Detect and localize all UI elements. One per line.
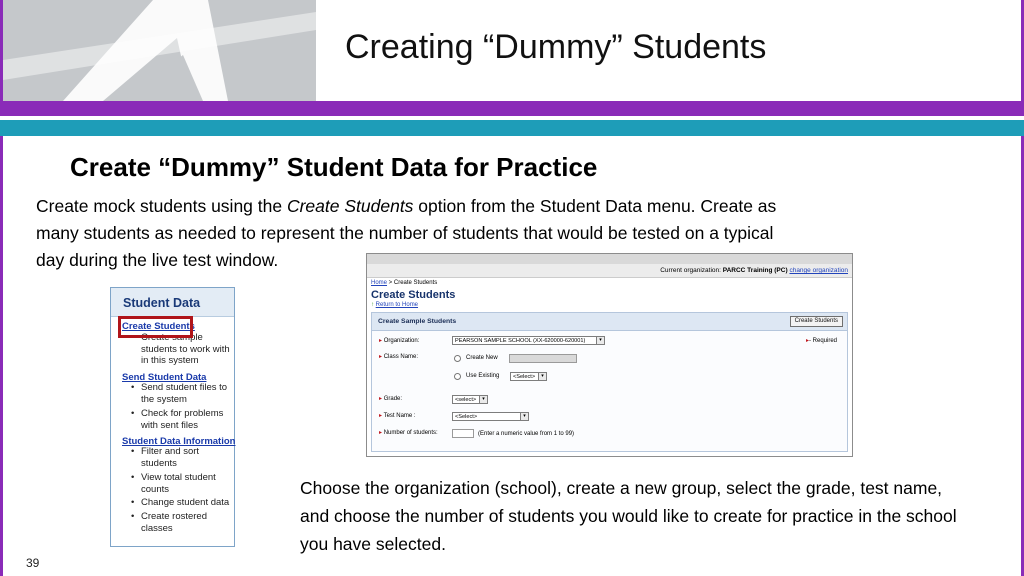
slide-subtitle: Create “Dummy” Student Data for Practice xyxy=(70,152,598,182)
class-name-label xyxy=(379,353,418,360)
number-of-students-hint: (Enter a numeric value from 1 to 99) xyxy=(478,431,575,437)
logo-panel xyxy=(3,0,316,101)
test-name-label-text: Test Name : xyxy=(383,413,416,419)
existing-class-select-value: <Select> xyxy=(513,374,536,380)
intro-text: Create mock students using the xyxy=(36,196,287,216)
create-students-button[interactable]: Create Students xyxy=(790,316,843,327)
organization-label xyxy=(379,337,419,344)
menu-link-student-data-information[interactable]: Student Data Information xyxy=(122,436,236,447)
breadcrumb-current: Create Students xyxy=(393,280,438,286)
grade-label xyxy=(379,395,402,402)
organization-select-value: PEARSON SAMPLE SCHOOL (XX-620000-620001) xyxy=(455,338,586,344)
test-name-select[interactable] xyxy=(452,412,529,421)
existing-class-select[interactable] xyxy=(510,372,547,381)
menu-item: • Check for problems with sent files xyxy=(131,408,224,431)
menu-item: • View total student counts xyxy=(131,472,216,495)
menu-header: Student Data xyxy=(111,288,234,317)
intro-italic-text: Create Students xyxy=(286,196,414,216)
chevron-down-icon: ▾ xyxy=(520,413,528,420)
breadcrumb-separator: > xyxy=(387,280,394,286)
app-topbar xyxy=(367,254,852,264)
organization-bar xyxy=(367,264,852,278)
organization-select[interactable] xyxy=(452,336,605,345)
page-title: Create Students xyxy=(371,289,456,301)
grade-select-value: <select> xyxy=(455,397,477,403)
create-new-label: Create New xyxy=(466,355,498,361)
menu-item: • Change student data xyxy=(131,497,230,508)
create-students-screen xyxy=(366,253,853,457)
number-of-students-label-text: Number of students: xyxy=(383,430,438,436)
create-sample-students-panel xyxy=(371,312,848,452)
change-organization-link[interactable]: change organization xyxy=(789,267,848,274)
grade-label-text: Grade: xyxy=(383,396,403,402)
instructions-paragraph: Choose the organization (school), create a new group, select the grade, test name, and choose the number of students you would like to create for practice in the school you have selected. xyxy=(300,478,957,554)
use-existing-radio[interactable] xyxy=(454,373,461,380)
menu-link-create-students[interactable]: Create Students xyxy=(122,321,195,332)
test-name-select-value: <Select> xyxy=(455,414,478,420)
create-new-radio[interactable] xyxy=(454,355,461,362)
return-to-home-text: Return to Home xyxy=(375,302,419,308)
panel-title: Create Sample Students xyxy=(378,318,457,325)
intro-line-2: many students as needed to represent the number of students that would be tested on a typical xyxy=(36,223,774,243)
menu-item-text: View total student counts xyxy=(141,472,216,495)
breadcrumb-home-link[interactable]: Home xyxy=(371,280,388,286)
test-name-label xyxy=(379,412,416,419)
org-value: PARCC Training (PC) xyxy=(722,267,788,274)
chevron-down-icon: ▾ xyxy=(596,337,604,344)
menu-item: • Create rostered classes xyxy=(131,511,208,534)
org-label: Current organization: xyxy=(660,267,721,274)
required-triangle-icon: ▸ xyxy=(379,396,383,402)
menu-item: • Create sample students to work with in this system xyxy=(131,332,230,366)
slide-title: Creating “Dummy” Students xyxy=(345,28,767,66)
required-triangle-icon: ▸ xyxy=(805,338,809,344)
chevron-down-icon: ▾ xyxy=(479,396,487,403)
menu-item-text: Create rostered classes xyxy=(141,511,208,534)
menu-item-text: Send student files to the system xyxy=(141,382,228,405)
class-name-label-text: Class Name: xyxy=(383,354,419,360)
number-of-students-label xyxy=(379,429,438,436)
required-note-text: - Required xyxy=(808,338,837,344)
create-students-highlight xyxy=(118,316,193,338)
required-triangle-icon: ▸ xyxy=(379,413,383,419)
chevron-down-icon: ▾ xyxy=(538,373,546,380)
menu-item: • Filter and sort students xyxy=(131,446,200,469)
required-triangle-icon: ▸ xyxy=(379,338,383,344)
menu-item-text: Change student data xyxy=(141,497,230,508)
intro-text: option from the Student Data menu. Create as xyxy=(413,196,777,216)
menu-item-text: Create sample students to work with in this system xyxy=(141,332,230,366)
intro-line-1 xyxy=(36,193,936,220)
menu-link-send-student-data[interactable]: Send Student Data xyxy=(122,372,207,383)
panel-header xyxy=(372,313,847,331)
page-number: 39 xyxy=(26,556,40,570)
use-existing-label: Use Existing xyxy=(466,373,500,379)
menu-item-text: Filter and sort students xyxy=(141,446,200,469)
required-triangle-icon: ▸ xyxy=(379,430,383,436)
menu-item: • Send student files to the system xyxy=(131,382,228,405)
return-to-home-link[interactable] xyxy=(371,302,418,308)
intro-line-3: day during the live test window. xyxy=(36,250,279,270)
header-band-teal xyxy=(0,120,1024,136)
number-of-students-input[interactable] xyxy=(452,429,474,438)
logo-graphic-icon xyxy=(3,0,316,101)
breadcrumb xyxy=(371,280,437,286)
menu-item-text: Check for problems with sent files xyxy=(141,408,224,431)
header-band-purple xyxy=(0,101,1024,116)
up-arrow-icon: ↑ xyxy=(371,302,374,308)
grade-select[interactable] xyxy=(452,395,488,404)
required-triangle-icon: ▸ xyxy=(379,354,383,360)
organization-label-text: Organization: xyxy=(383,338,420,344)
new-class-name-input[interactable] xyxy=(509,354,577,363)
required-note xyxy=(806,337,837,344)
